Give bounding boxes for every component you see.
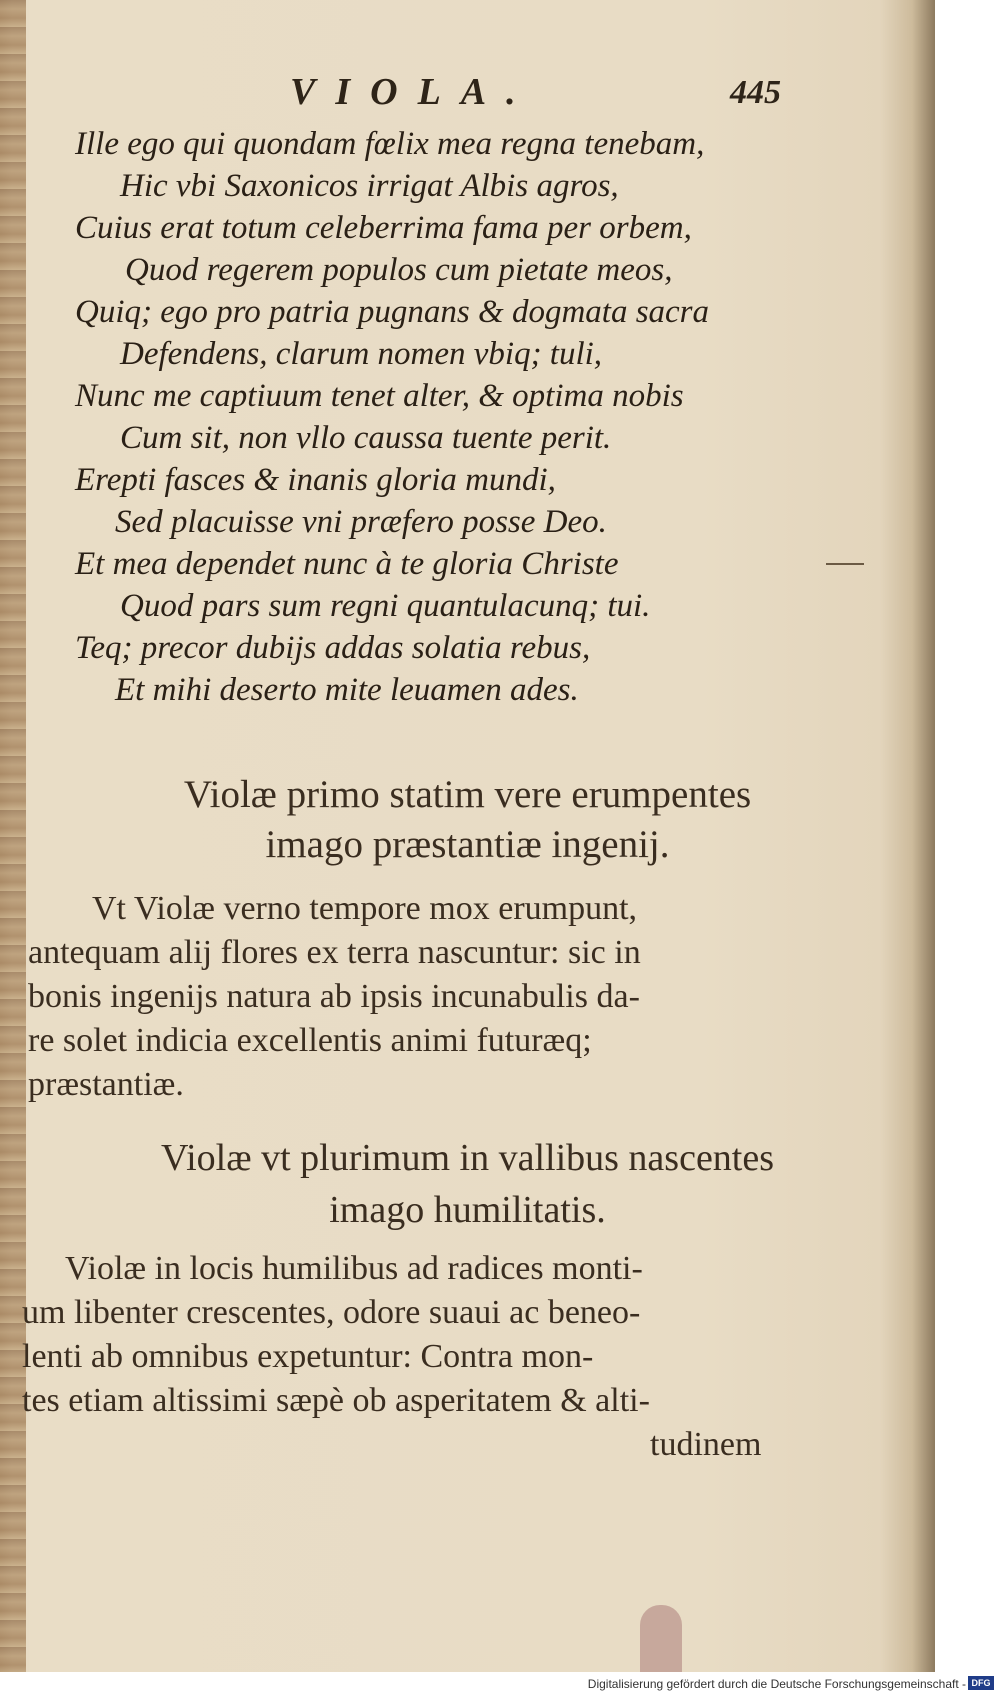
verse-line: Cuius erat totum celeberrima fama per orbem, — [75, 210, 692, 246]
body-line: Violæ in locis humilibus ad radices monti- — [65, 1250, 643, 1287]
dfg-logo: DFG — [968, 1676, 994, 1690]
verse-line: Nunc me captiuum tenet alter, & optima nobis — [75, 378, 684, 414]
body-line: antequam alij flores ex terra nascuntur: sic in — [28, 934, 641, 971]
verse-line: Defendens, clarum nomen vbiq; tuli, — [120, 336, 603, 372]
body-line: um libenter crescentes, odore suaui ac beneo- — [22, 1294, 641, 1331]
body-line: præstantiæ. — [28, 1066, 184, 1103]
section-heading: Violæ vt plurimum in vallibus nascentes — [160, 1137, 775, 1179]
verse-line: Et mea dependet nunc à te gloria Christe — [75, 546, 619, 582]
verse-line: Quod regerem populos cum pietate meos, — [125, 252, 673, 288]
body-line: tudinem — [650, 1426, 762, 1463]
body-line: lenti ab omnibus expetuntur: Contra mon- — [22, 1338, 594, 1375]
body-line: Vt Violæ verno tempore mox erumpunt, — [92, 890, 638, 927]
running-head: VIOLA. — [290, 71, 536, 113]
verse-line: Ille ego qui quondam fœlix mea regna tenebam, — [75, 126, 705, 162]
page-number: 445 — [730, 74, 781, 111]
verse-line: Hic vbi Saxonicos irrigat Albis agros, — [120, 168, 619, 204]
section-heading: Violæ primo statim vere erumpentes — [183, 773, 752, 816]
verse-line: Et mihi deserto mite leuamen ades. — [115, 672, 579, 708]
body-line: tes etiam altissimi sæpè ob asperitatem & alti- — [22, 1382, 650, 1419]
verse-line: Sed placuisse vni præfero posse Deo. — [115, 504, 607, 540]
section-heading: imago humilitatis. — [329, 1189, 606, 1231]
verse-line: Cum sit, non vllo caussa tuente perit. — [120, 420, 612, 456]
margin-dash — [826, 563, 864, 565]
section-heading: imago præstantiæ ingenij. — [265, 823, 670, 866]
verse-line: Quod pars sum regni quantulacunq; tui. — [120, 588, 651, 624]
funding-note: Digitalisierung gefördert durch die Deutsche Forschungsgemeinschaft - — [587, 1677, 966, 1691]
verse-line: Quiq; ego pro patria pugnans & dogmata sacra — [75, 294, 710, 330]
body-line: bonis ingenijs natura ab ipsis incunabulis da- — [28, 978, 640, 1015]
body-line: re solet indicia excellentis animi futuræq; — [28, 1022, 592, 1059]
verse-line: Erepti fasces & inanis gloria mundi, — [75, 462, 556, 498]
verse-line: Teq; precor dubijs addas solatia rebus, — [75, 630, 591, 666]
thumb-stain — [640, 1605, 682, 1672]
